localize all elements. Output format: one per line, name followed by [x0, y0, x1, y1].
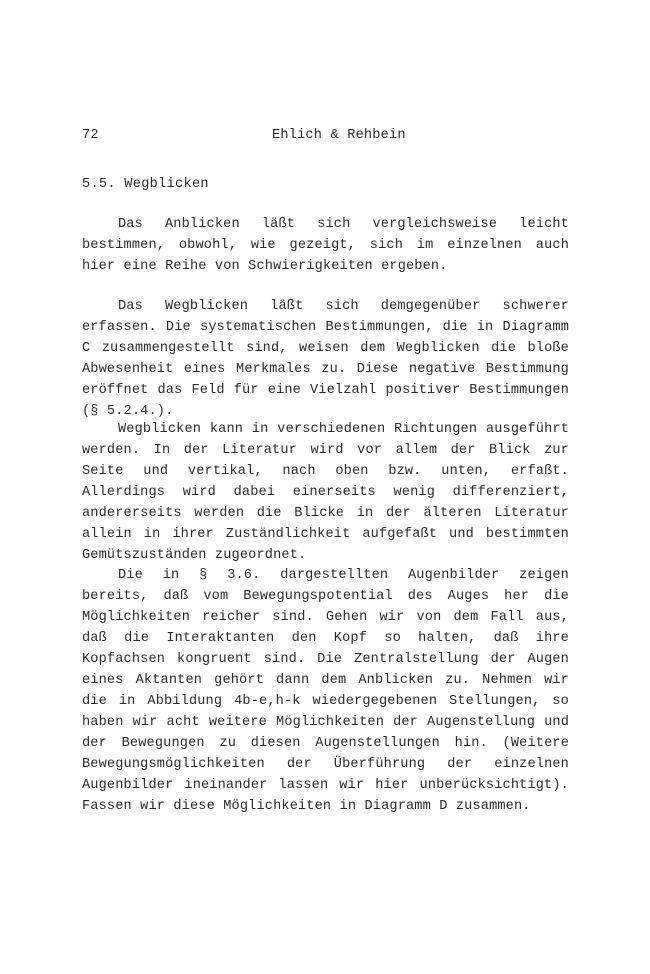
running-head: Ehlich & Rehbein — [272, 128, 406, 143]
section-heading: 5.5. Wegblicken — [82, 177, 209, 192]
paragraph: Das Wegblicken läßt sich demgegenüber schwerer erfassen. Die systematischen Bestimmungen, die in Diagramm C zusammengestellt sind, weisen dem Wegblicken die bloße Abwesenheit eines Merkmales zu. Diese negative Bestimmung eröffnet das Feld für eine Vielzahl positiver Bestimmungen (§ 5.2.4.). — [82, 299, 569, 419]
paragraph: Das Anblicken läßt sich vergleichsweise leicht bestimmen, obwohl, wie gezeigt, sich im einzelnen auch hier eine Reihe von Schwierigkeiten ergeben. — [82, 217, 569, 274]
paragraph: Die in § 3.6. dargestellten Augenbilder zeigen bereits, daß vom Bewegungspotential des Auges her die Möglichkeiten reicher sind. Gehen wir von dem Fall aus, daß die Interaktanten den Kopf so halten, daß ihre Kopfachsen kongruent sind. Die Zentralstellung der Augen eines Aktanten gehört dann dem Anblicken zu. Nehmen wir die in Abbildung 4b-e,h-k wiedergegebenen Stellungen, so haben wir acht weitere Möglichkeiten der Augenstellung und der Bewegungen zu diesen Augenstellungen hin. (Weitere Bewegungsmöglichkeiten der Überführung der einzelnen Augenbilder ineinander lassen wir hier unberücksichtigt). Fassen wir diese Möglichkeiten in Diagramm D zusammen. — [82, 568, 569, 814]
paragraph: Wegblicken kann in verschiedenen Richtungen ausgeführt werden. In der Literatur wird vor allem der Blick zur Seite und vertikal, nach oben bzw. unten, erfaßt. Allerdings wird dabei einerseits wenig differenziert, andererseits werden die Blicke in der älteren Literatur allein in ihrer Zuständlichkeit aufgefaßt und bestimmten Gemütszuständen zugeordnet. — [82, 422, 569, 563]
page-header — [82, 128, 569, 146]
page-number: 72 — [82, 128, 99, 143]
